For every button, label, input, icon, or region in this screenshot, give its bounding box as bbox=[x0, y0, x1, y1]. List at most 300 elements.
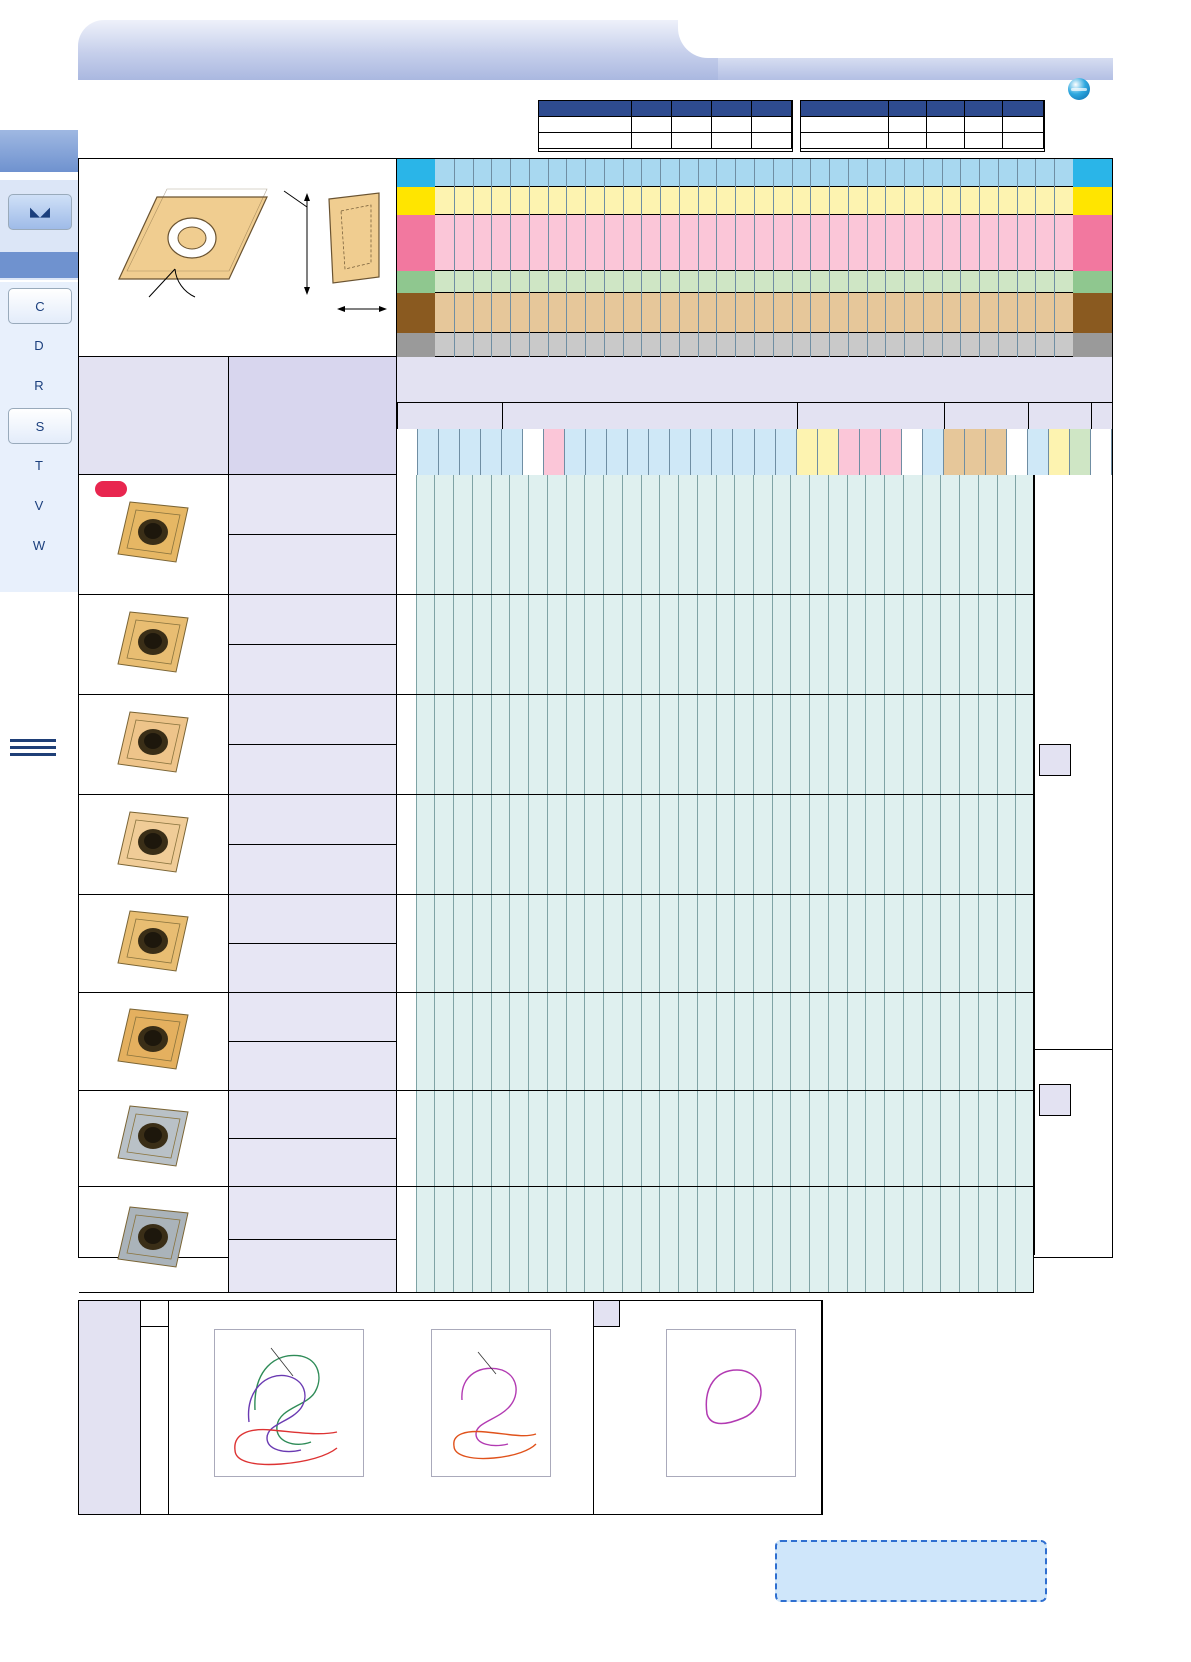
insert-row-7-availability-grid bbox=[397, 1091, 1034, 1187]
insert-row-2-image bbox=[79, 595, 229, 695]
band-column-line bbox=[904, 159, 905, 357]
grid-column-line bbox=[978, 993, 979, 1090]
grid-column-line bbox=[528, 795, 529, 894]
grid-column-line bbox=[847, 475, 848, 594]
grid-column-line bbox=[528, 1187, 529, 1292]
grid-column-line bbox=[547, 595, 548, 694]
grid-column-line bbox=[753, 795, 754, 894]
grid-column-line bbox=[491, 895, 492, 992]
grid-column-line bbox=[790, 895, 791, 992]
grid-column-line bbox=[940, 1187, 941, 1292]
header-sub-column bbox=[628, 429, 649, 475]
header-sub-columns bbox=[397, 403, 1112, 475]
grid-column-line bbox=[753, 1187, 754, 1292]
header-cell-shape bbox=[79, 357, 229, 475]
grid-column-line bbox=[997, 895, 998, 992]
header-sub-column bbox=[712, 429, 733, 475]
grid-column-line bbox=[1015, 895, 1016, 992]
header-sub-column bbox=[776, 429, 797, 475]
remarks-column bbox=[1034, 475, 1112, 1255]
grid-column-line bbox=[884, 595, 885, 694]
grid-column-line bbox=[547, 1091, 548, 1186]
insert-row-2-availability-grid bbox=[397, 595, 1034, 695]
band-column-line bbox=[491, 159, 492, 357]
header-sub-column bbox=[460, 429, 481, 475]
grid-column-line bbox=[509, 695, 510, 794]
grid-column-line bbox=[584, 595, 585, 694]
header-sub-column bbox=[1049, 429, 1070, 475]
chipbreaker-chart-1 bbox=[214, 1329, 364, 1477]
grid-column-line bbox=[547, 895, 548, 992]
insert-row-1-image bbox=[79, 475, 229, 595]
header-sub-column bbox=[839, 429, 860, 475]
band-brown-right bbox=[1073, 293, 1112, 333]
grid-column-line bbox=[997, 595, 998, 694]
band-column-line bbox=[848, 159, 849, 357]
grid-column-line bbox=[734, 695, 735, 794]
band-column-line bbox=[660, 159, 661, 357]
grid-column-line bbox=[828, 595, 829, 694]
grid-column-line bbox=[659, 695, 660, 794]
grid-column-line bbox=[790, 795, 791, 894]
insert-row-3-label-top bbox=[229, 695, 397, 745]
grid-column-line bbox=[940, 695, 941, 794]
grid-column-line bbox=[772, 695, 773, 794]
grid-column-line bbox=[716, 1187, 717, 1292]
grid-column-line bbox=[978, 795, 979, 894]
grid-column-line bbox=[509, 595, 510, 694]
color-band-stack bbox=[397, 159, 1112, 357]
band-column-line bbox=[1017, 159, 1018, 357]
grid-column-line bbox=[641, 1187, 642, 1292]
figure-cell-3 bbox=[594, 1301, 822, 1514]
grid-column-line bbox=[641, 1091, 642, 1186]
grid-column-line bbox=[491, 475, 492, 594]
grid-column-line bbox=[997, 475, 998, 594]
grid-column-line bbox=[472, 595, 473, 694]
grid-column-line bbox=[622, 1187, 623, 1292]
band-column-line bbox=[1054, 159, 1055, 357]
header-group-separator bbox=[397, 403, 398, 429]
grid-column-line bbox=[491, 1091, 492, 1186]
grid-column-line bbox=[809, 1091, 810, 1186]
grid-column-line bbox=[716, 1091, 717, 1186]
insert-row-1-availability-grid bbox=[397, 475, 1034, 595]
band-column-line bbox=[510, 159, 511, 357]
equals-marker bbox=[10, 735, 56, 760]
grid-column-line bbox=[734, 993, 735, 1090]
grid-column-line bbox=[697, 895, 698, 992]
band-pink-right bbox=[1073, 215, 1112, 271]
header-sub-column bbox=[502, 429, 523, 475]
shape-group-icon[interactable]: ◣◢ bbox=[8, 194, 72, 230]
grid-column-line bbox=[453, 595, 454, 694]
insert-row-1-label-bottom bbox=[229, 535, 397, 595]
grid-column-line bbox=[472, 695, 473, 794]
band-column-line bbox=[473, 159, 474, 357]
grid-column-line bbox=[1015, 993, 1016, 1090]
grid-column-line bbox=[472, 1187, 473, 1292]
legend-row bbox=[539, 133, 792, 149]
band-yellow-left bbox=[397, 187, 435, 215]
grid-column-line bbox=[809, 595, 810, 694]
grid-first-column bbox=[397, 695, 417, 794]
grid-column-line bbox=[828, 1187, 829, 1292]
grid-column-line bbox=[566, 895, 567, 992]
grid-column-line bbox=[528, 993, 529, 1090]
insert-row-4-label-bottom bbox=[229, 845, 397, 895]
grid-column-line bbox=[790, 1187, 791, 1292]
band-column-line bbox=[454, 159, 455, 357]
grid-column-line bbox=[959, 475, 960, 594]
grid-column-line bbox=[584, 475, 585, 594]
insert-gold-grooved bbox=[102, 1001, 206, 1083]
header-sub-column bbox=[923, 429, 944, 475]
header-sub-column bbox=[944, 429, 965, 475]
grid-first-column bbox=[397, 993, 417, 1090]
grid-column-line bbox=[453, 475, 454, 594]
main-spec-table bbox=[78, 158, 1113, 1258]
legend-row bbox=[801, 101, 1044, 117]
grid-column-line bbox=[903, 993, 904, 1090]
header-sub-column bbox=[565, 429, 586, 475]
grid-column-line bbox=[659, 1187, 660, 1292]
grid-column-line bbox=[622, 895, 623, 992]
grid-column-line bbox=[790, 695, 791, 794]
grid-column-line bbox=[509, 1091, 510, 1186]
shape-r-icon[interactable]: R bbox=[34, 377, 44, 393]
grid-column-line bbox=[847, 993, 848, 1090]
grid-column-line bbox=[809, 695, 810, 794]
grid-column-line bbox=[434, 993, 435, 1090]
band-column-line bbox=[829, 159, 830, 357]
grid-column-line bbox=[959, 993, 960, 1090]
grid-column-line bbox=[772, 1187, 773, 1292]
grid-column-line bbox=[584, 993, 585, 1090]
band-column-line bbox=[566, 159, 567, 357]
grid-column-line bbox=[734, 1187, 735, 1292]
insert-row-7-label-bottom bbox=[229, 1139, 397, 1187]
grid-column-line bbox=[659, 595, 660, 694]
grid-column-line bbox=[865, 1187, 866, 1292]
grid-column-line bbox=[922, 1187, 923, 1292]
grid-column-line bbox=[734, 895, 735, 992]
grid-column-line bbox=[922, 1091, 923, 1186]
grid-column-line bbox=[472, 795, 473, 894]
band-grey-right bbox=[1073, 333, 1112, 357]
header-sub-column bbox=[902, 429, 923, 475]
band-column-line bbox=[623, 159, 624, 357]
grid-column-line bbox=[434, 795, 435, 894]
insert-silver-flat bbox=[102, 1199, 206, 1281]
insert-dimension-drawing bbox=[79, 159, 397, 357]
legend-table-left bbox=[538, 100, 793, 152]
grid-column-line bbox=[997, 795, 998, 894]
grid-column-line bbox=[772, 475, 773, 594]
grid-column-line bbox=[716, 475, 717, 594]
insert-row-8-label-bottom bbox=[229, 1240, 397, 1293]
grid-column-line bbox=[678, 993, 679, 1090]
grid-column-line bbox=[622, 1091, 623, 1186]
figure-cell-1 bbox=[169, 1301, 594, 1514]
header-sub-column bbox=[1028, 429, 1049, 475]
grid-column-line bbox=[491, 695, 492, 794]
insert-row-5-label-top bbox=[229, 895, 397, 944]
grid-first-column bbox=[397, 595, 417, 694]
grid-column-line bbox=[978, 695, 979, 794]
grid-column-line bbox=[509, 993, 510, 1090]
grid-column-line bbox=[453, 795, 454, 894]
grid-column-line bbox=[828, 795, 829, 894]
insert-row-4-image bbox=[79, 795, 229, 895]
header-group-separator bbox=[797, 403, 798, 429]
header-sub-column bbox=[649, 429, 670, 475]
grid-column-line bbox=[940, 475, 941, 594]
header-sub-column bbox=[439, 429, 460, 475]
header-sub-column bbox=[860, 429, 881, 475]
grid-column-line bbox=[641, 795, 642, 894]
shape-c-icon[interactable]: C bbox=[8, 288, 72, 324]
legend-row bbox=[539, 117, 792, 133]
grid-column-line bbox=[622, 595, 623, 694]
header-sub-column bbox=[607, 429, 628, 475]
grid-column-line bbox=[978, 595, 979, 694]
band-column-lines bbox=[435, 159, 1073, 357]
insert-rows bbox=[79, 475, 1112, 1255]
rail-top-block bbox=[0, 130, 78, 172]
grid-column-line bbox=[922, 595, 923, 694]
grid-column-line bbox=[978, 1091, 979, 1186]
grid-column-line bbox=[453, 695, 454, 794]
grid-column-line bbox=[884, 993, 885, 1090]
band-column-line bbox=[885, 159, 886, 357]
grid-column-line bbox=[903, 1187, 904, 1292]
grid-column-line bbox=[528, 1091, 529, 1186]
figure-col-spacer bbox=[141, 1301, 169, 1514]
remarks-divider bbox=[1034, 1049, 1112, 1050]
grid-column-line bbox=[472, 993, 473, 1090]
grid-column-line bbox=[978, 1187, 979, 1292]
band-column-line bbox=[529, 159, 530, 357]
grid-column-line bbox=[659, 795, 660, 894]
grid-column-line bbox=[641, 993, 642, 1090]
grid-column-line bbox=[959, 895, 960, 992]
grid-column-line bbox=[772, 595, 773, 694]
grid-column-line bbox=[1015, 695, 1016, 794]
shape-w-icon[interactable]: W bbox=[32, 537, 46, 553]
band-column-line bbox=[960, 159, 961, 357]
grid-column-line bbox=[940, 895, 941, 992]
grid-column-line bbox=[753, 595, 754, 694]
grid-column-line bbox=[997, 695, 998, 794]
grid-column-line bbox=[865, 695, 866, 794]
grid-column-line bbox=[716, 795, 717, 894]
insert-gold-star bbox=[102, 903, 206, 985]
grid-column-line bbox=[641, 475, 642, 594]
grid-column-line bbox=[828, 993, 829, 1090]
grid-column-line bbox=[847, 595, 848, 694]
grid-column-line bbox=[472, 475, 473, 594]
band-grey-left bbox=[397, 333, 435, 357]
shape-t-icon[interactable]: T bbox=[35, 457, 43, 473]
grid-column-line bbox=[922, 695, 923, 794]
grid-column-line bbox=[603, 795, 604, 894]
grid-column-line bbox=[734, 595, 735, 694]
grid-column-line bbox=[678, 1091, 679, 1186]
grid-column-line bbox=[772, 1091, 773, 1186]
grid-column-line bbox=[790, 1091, 791, 1186]
grid-column-line bbox=[434, 1091, 435, 1186]
band-pink-left bbox=[397, 215, 435, 271]
grid-column-line bbox=[790, 475, 791, 594]
grid-column-line bbox=[697, 1187, 698, 1292]
grid-column-line bbox=[828, 1091, 829, 1186]
grid-column-line bbox=[790, 993, 791, 1090]
band-column-line bbox=[735, 159, 736, 357]
grid-column-line bbox=[809, 1187, 810, 1292]
grid-column-line bbox=[753, 475, 754, 594]
header-sub-column bbox=[670, 429, 691, 475]
header-sub-column bbox=[986, 429, 1007, 475]
grid-column-line bbox=[566, 1091, 567, 1186]
header-sub-column bbox=[397, 429, 418, 475]
header-group-separator bbox=[1091, 403, 1092, 429]
grid-column-line bbox=[940, 795, 941, 894]
grid-column-line bbox=[453, 1091, 454, 1186]
grid-column-line bbox=[659, 895, 660, 992]
grid-column-line bbox=[903, 1091, 904, 1186]
legend-row bbox=[801, 133, 1044, 149]
grid-column-line bbox=[978, 895, 979, 992]
grid-column-line bbox=[584, 695, 585, 794]
grid-column-line bbox=[584, 795, 585, 894]
grid-column-line bbox=[903, 695, 904, 794]
insert-row-4-availability-grid bbox=[397, 795, 1034, 895]
grid-column-line bbox=[434, 1187, 435, 1292]
grid-column-line bbox=[697, 795, 698, 894]
grid-column-line bbox=[678, 475, 679, 594]
grid-first-column bbox=[397, 795, 417, 894]
remark-marker-2[interactable] bbox=[1039, 1084, 1071, 1116]
grid-column-line bbox=[491, 795, 492, 894]
grid-column-line bbox=[1015, 795, 1016, 894]
grid-first-column bbox=[397, 1091, 417, 1186]
band-column-line bbox=[641, 159, 642, 357]
header-sub-column bbox=[755, 429, 776, 475]
band-column-line bbox=[867, 159, 868, 357]
grid-column-line bbox=[584, 1091, 585, 1186]
grid-first-column bbox=[397, 475, 417, 594]
insert-row-7-label-top bbox=[229, 1091, 397, 1139]
band-column-line bbox=[585, 159, 586, 357]
remark-marker-1[interactable] bbox=[1039, 744, 1071, 776]
grid-column-line bbox=[772, 795, 773, 894]
figure-col-tag-3 bbox=[594, 1301, 620, 1327]
shape-d-icon[interactable]: D bbox=[34, 337, 44, 353]
grid-column-line bbox=[584, 895, 585, 992]
band-column-line bbox=[998, 159, 999, 357]
band-cyan-left bbox=[397, 159, 435, 187]
grid-column-line bbox=[922, 993, 923, 1090]
insert-gold-flat bbox=[102, 704, 206, 786]
band-column-line bbox=[923, 159, 924, 357]
insert-row-6-label-bottom bbox=[229, 1042, 397, 1091]
insert-row-7-image bbox=[79, 1091, 229, 1187]
insert-row-3-image bbox=[79, 695, 229, 795]
grid-column-line bbox=[622, 475, 623, 594]
grid-column-line bbox=[509, 795, 510, 894]
grid-column-line bbox=[828, 895, 829, 992]
new-badge bbox=[95, 481, 127, 497]
grid-column-line bbox=[865, 1091, 866, 1186]
grid-column-line bbox=[678, 895, 679, 992]
grid-column-line bbox=[472, 895, 473, 992]
grid-column-line bbox=[865, 595, 866, 694]
grid-column-line bbox=[547, 993, 548, 1090]
grid-column-line bbox=[584, 1187, 585, 1292]
header-sub-column bbox=[1007, 429, 1028, 475]
grid-column-line bbox=[772, 993, 773, 1090]
grid-first-column bbox=[397, 895, 417, 992]
grid-column-line bbox=[659, 475, 660, 594]
shape-s-icon[interactable]: S bbox=[8, 408, 72, 444]
grid-column-line bbox=[453, 993, 454, 1090]
grid-column-line bbox=[603, 595, 604, 694]
figure-row-label bbox=[79, 1301, 141, 1514]
grid-column-line bbox=[716, 695, 717, 794]
grid-column-line bbox=[697, 475, 698, 594]
grid-column-line bbox=[959, 1091, 960, 1186]
grid-column-line bbox=[453, 1187, 454, 1292]
grid-column-line bbox=[641, 595, 642, 694]
band-column-line bbox=[810, 159, 811, 357]
chipbreaker-chart-3 bbox=[666, 1329, 796, 1477]
header-band-lower bbox=[718, 58, 1113, 80]
grid-column-line bbox=[940, 595, 941, 694]
footer-note-box bbox=[775, 1540, 1047, 1602]
grid-column-line bbox=[959, 595, 960, 694]
grid-column-line bbox=[453, 895, 454, 992]
grid-column-line bbox=[884, 1091, 885, 1186]
insert-silver-plain bbox=[102, 1098, 206, 1180]
grid-column-line bbox=[809, 993, 810, 1090]
grid-column-line bbox=[603, 1187, 604, 1292]
grid-column-line bbox=[641, 895, 642, 992]
grid-column-line bbox=[716, 895, 717, 992]
legend-row bbox=[539, 101, 792, 117]
grid-column-line bbox=[828, 695, 829, 794]
insert-row-8-availability-grid bbox=[397, 1187, 1034, 1293]
header-cell-designation bbox=[229, 357, 397, 475]
grid-column-line bbox=[847, 1187, 848, 1292]
shape-v-icon[interactable]: V bbox=[34, 497, 44, 513]
grid-column-line bbox=[716, 993, 717, 1090]
header-sub-column bbox=[691, 429, 712, 475]
band-column-line bbox=[979, 159, 980, 357]
band-column-line bbox=[679, 159, 680, 357]
header-sub-column bbox=[523, 429, 544, 475]
insert-row-5-label-bottom bbox=[229, 944, 397, 993]
grid-column-line bbox=[997, 1187, 998, 1292]
header-sub-column bbox=[733, 429, 755, 475]
grid-column-line bbox=[772, 895, 773, 992]
grid-column-line bbox=[678, 595, 679, 694]
grid-column-line bbox=[1015, 475, 1016, 594]
grid-column-line bbox=[734, 795, 735, 894]
grid-column-line bbox=[922, 895, 923, 992]
grid-column-line bbox=[865, 475, 866, 594]
grid-column-line bbox=[509, 475, 510, 594]
